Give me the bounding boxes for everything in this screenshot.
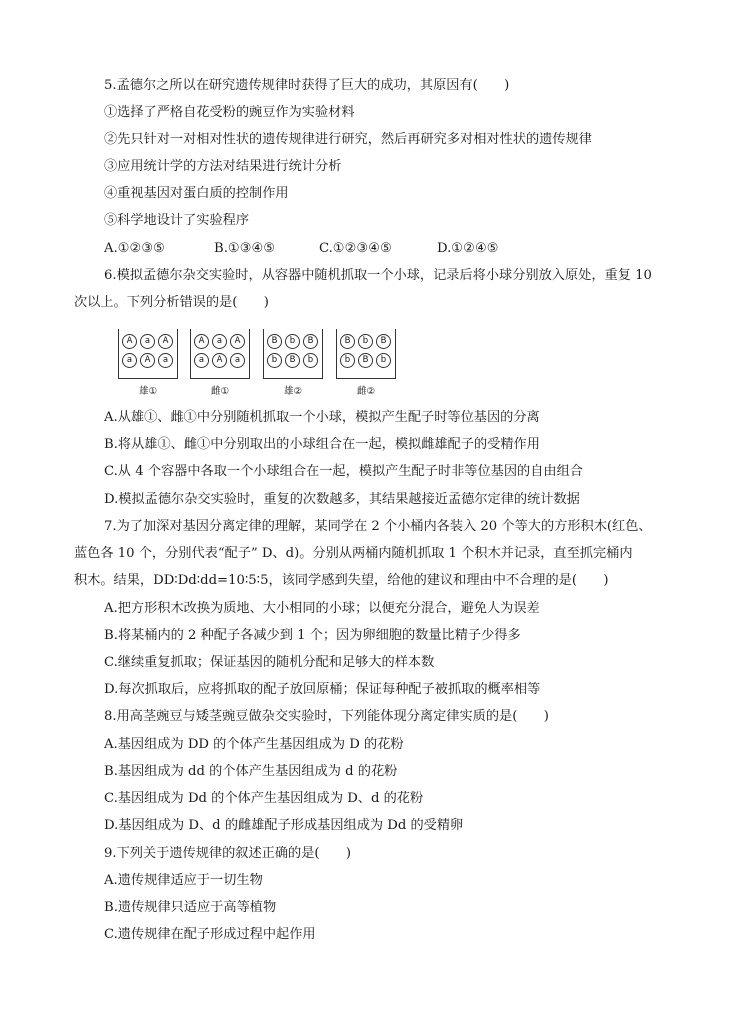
q7-option-c: C.继续重复抓取；保证基因的随机分配和足够大的样本数: [104, 655, 435, 670]
q5-item-4: ④重视基因对蛋白质的控制作用: [104, 186, 289, 201]
ball: b: [358, 334, 373, 349]
ball: a: [194, 353, 209, 368]
ball: A: [122, 334, 137, 349]
ball: a: [230, 353, 245, 368]
q7-option-b: B.将某桶内的 2 种配子各减少到 1 个；因为卵细胞的数量比精子少得多: [104, 628, 521, 643]
q7-stem-line1: 7.为了加深对基因分离定律的理解，某同学在 2 个小桶内各装入 20 个等大的方形积木(红色、: [104, 519, 652, 534]
q5-option-c: C.①②③④⑤: [319, 241, 392, 256]
jar-label: 雌②: [356, 386, 376, 397]
q9-option-b: B.遗传规律只适应于高等植物: [104, 900, 277, 915]
q7-option-d: D.每次抓取后，应将抓取的配子放回原桶；保证每种配子被抓取的概率相等: [104, 682, 541, 697]
q5-item-5: ⑤科学地设计了实验程序: [104, 213, 250, 228]
q6-stem-line2: 次以上。下列分析错误的是( ): [74, 295, 269, 310]
q5-item-3: ③应用统计学的方法对结果进行统计分析: [104, 159, 342, 174]
q6-option-c: C.从 4 个容器中各取一个小球组合在一起，模拟产生配子时非等位基因的自由组合: [104, 464, 583, 479]
ball: A: [140, 353, 155, 368]
q9-option-c: C.遗传规律在配子形成过程中起作用: [104, 927, 316, 942]
ball: b: [285, 334, 300, 349]
ball: b: [303, 353, 318, 368]
ball: b: [376, 353, 391, 368]
q7-option-a: A.把方形积木改换为质地、大小相同的小球；以便充分混合，避免人为误差: [104, 601, 540, 616]
q6-container-figure: [118, 329, 387, 399]
q8-option-d: D.基因组成为 D、d 的雌雄配子形成基因组成为 Dd 的受精卵: [104, 818, 464, 833]
q6-stem-line1: 6.模拟孟德尔杂交实验时，从容器中随机抓取一个小球，记录后将小球分别放入原处，重复 10: [104, 268, 652, 283]
jar-label: 雌①: [210, 386, 230, 397]
ball: B: [376, 334, 391, 349]
q5-item-2: ②先只针对一对相对性状的遗传规律进行研究，然后再研究多对相对性状的遗传规律: [104, 132, 592, 147]
q5-option-b: B.①③④⑤: [214, 241, 276, 256]
container-jar: [118, 329, 178, 379]
q5-stem: 5.孟德尔之所以在研究遗传规律时获得了巨大的成功，其原因有( ): [104, 78, 510, 93]
container-jar: [263, 329, 323, 379]
q8-stem: 8.用高茎豌豆与矮茎豌豆做杂交实验时，下列能体现分离定律实质的是( ): [104, 709, 549, 724]
ball: A: [194, 334, 209, 349]
q6-option-b: B.将从雄①、雌①中分别取出的小球组合在一起，模拟雌雄配子的受精作用: [104, 437, 540, 452]
q7-stem-line3: 积木。结果，DD∶Dd∶dd=10∶5∶5，该同学感到失望，给他的建议和理由中不合理的是( ): [74, 573, 609, 588]
q8-option-b: B.基因组成为 dd 的个体产生基因组成为 d 的花粉: [104, 764, 398, 779]
ball: B: [358, 353, 373, 368]
ball: A: [158, 334, 173, 349]
q6-option-d: D.模拟孟德尔杂交实验时，重复的次数越多，其结果越接近孟德尔定律的统计数据: [104, 492, 580, 507]
ball: a: [158, 353, 173, 368]
ball: B: [340, 334, 355, 349]
q7-stem-line2: 蓝色各 10 个，分别代表“配子” D、d)。分别从两桶内随机抓取 1 个积木并记录，直至抓完桶内: [74, 546, 633, 561]
q9-option-a: A.遗传规律适应于一切生物: [104, 873, 263, 888]
ball: B: [267, 334, 282, 349]
ball: a: [212, 334, 227, 349]
jar-label: 雄②: [283, 386, 303, 397]
ball: a: [140, 334, 155, 349]
q5-item-1: ①选择了严格自花受粉的豌豆作为实验材料: [104, 105, 355, 120]
q9-stem: 9.下列关于遗传规律的叙述正确的是( ): [104, 846, 352, 861]
ball: B: [303, 334, 318, 349]
ball: A: [212, 353, 227, 368]
jar-label: 雄①: [138, 386, 158, 397]
container-jar: [190, 329, 250, 379]
q8-option-c: C.基因组成为 Dd 的个体产生基因组成为 D、d 的花粉: [104, 791, 424, 806]
q5-option-a: A.①②③⑤: [104, 241, 166, 256]
container-jar: [336, 329, 396, 379]
ball: a: [122, 353, 137, 368]
ball: b: [340, 353, 355, 368]
q5-option-d: D.①②④⑤: [437, 241, 499, 256]
q6-option-a: A.从雄①、雌①中分别随机抓取一个小球，模拟产生配子时等位基因的分离: [104, 410, 540, 425]
q8-option-a: A.基因组成为 DD 的个体产生基因组成为 D 的花粉: [104, 737, 404, 752]
ball: b: [267, 353, 282, 368]
ball: B: [285, 353, 300, 368]
ball: A: [230, 334, 245, 349]
